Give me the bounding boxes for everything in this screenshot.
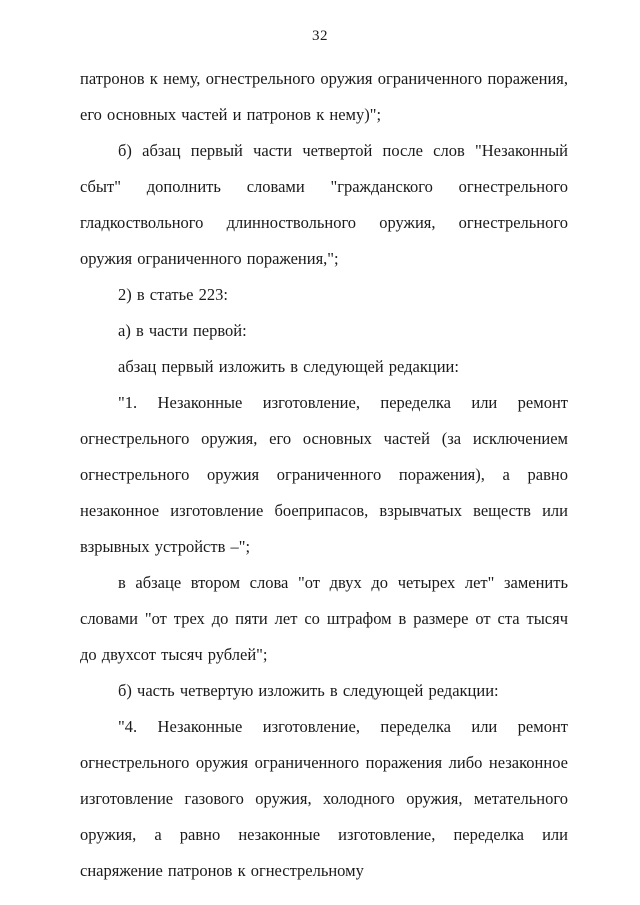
paragraph: б) абзац первый части четвертой после слов "Незаконный сбыт" дополнить словами "гражданского огнестрельного гладкоствольного длинноствольного оружия, огнестрельного оружия ограниченного поражения,";	[80, 141, 568, 268]
page-number: 32	[312, 28, 328, 44]
paragraph: "4. Незаконные изготовление, переделка или ремонт огнестрельного оружия ограниченного поражения либо незаконное изготовление газового оружия, холодного оружия, метательного оружия, а равно незаконные изготовление, переделка или снаряжение патронов к огнестрельному	[80, 717, 568, 880]
document-body	[0, 61, 640, 889]
paragraph: б) часть четвертую изложить в следующей редакции:	[118, 681, 499, 700]
paragraph: абзац первый изложить в следующей редакции:	[118, 357, 459, 376]
paragraph: а) в части первой:	[118, 321, 247, 340]
paragraph: "1. Незаконные изготовление, переделка или ремонт огнестрельного оружия, его основных частей (за исключением огнестрельного оружия ограниченного поражения), а равно незаконное изготовление боеприпасов, взрывчатых веществ или взрывных устройств –";	[80, 393, 568, 556]
paragraph: 2) в статье 223:	[118, 285, 228, 304]
paragraph: в абзаце втором слова "от двух до четырех лет" заменить словами "от трех до пяти лет со штрафом в размере от ста тысяч до двухсот тысяч рублей";	[80, 573, 568, 664]
paragraph-continuation: патронов к нему, огнестрельного оружия ограниченного поражения, его основных частей и патронов к нему)";	[80, 69, 568, 124]
